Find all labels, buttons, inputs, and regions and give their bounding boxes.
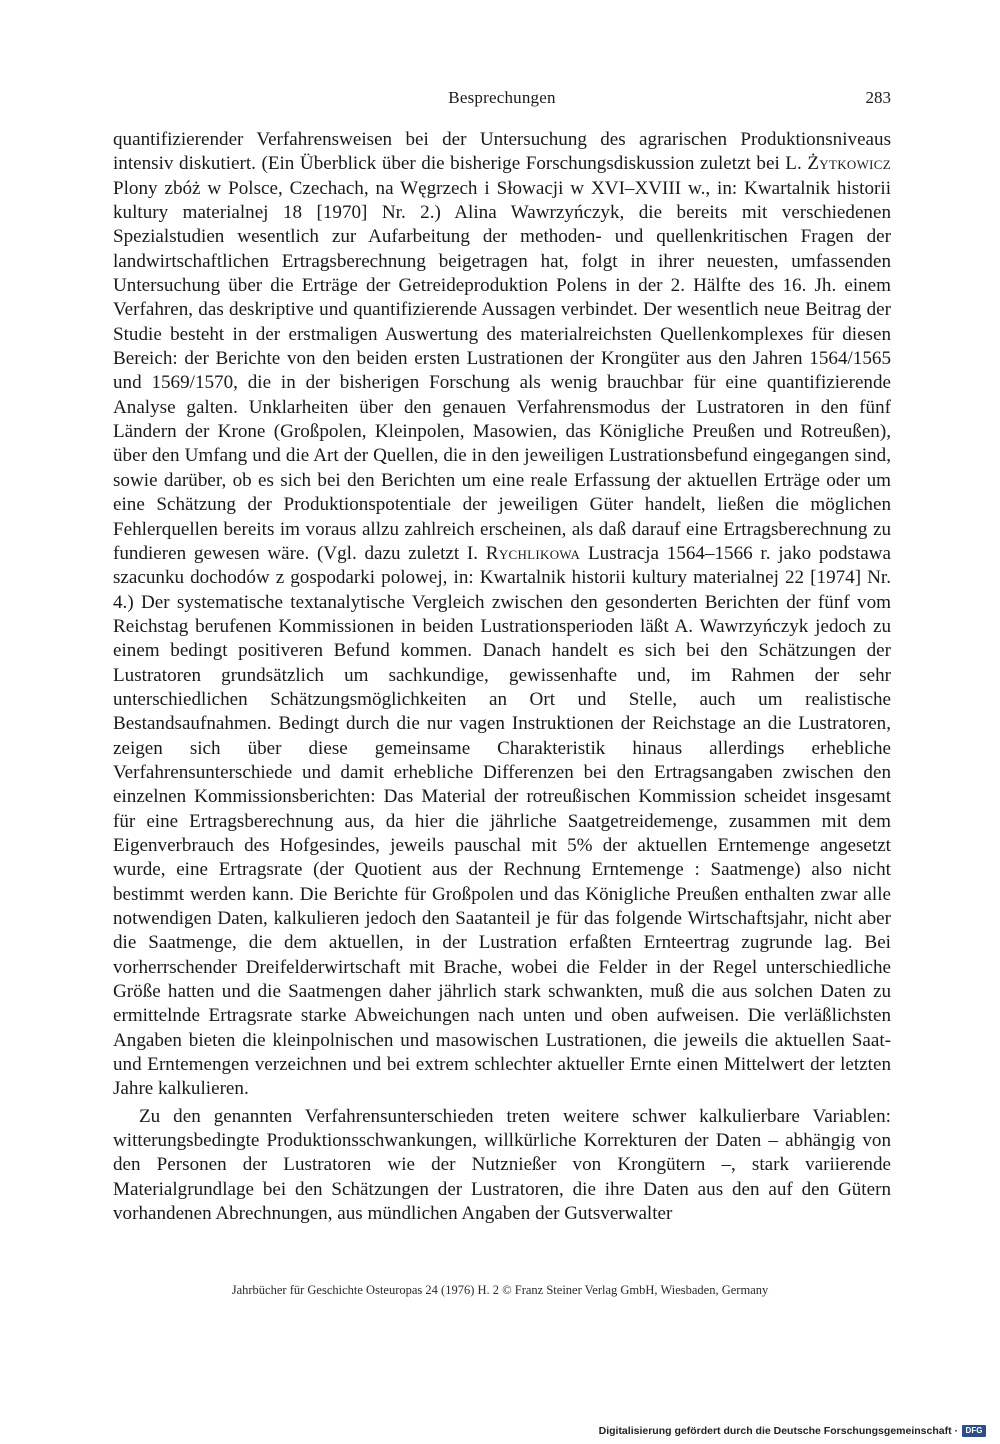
author-name-zytkowicz: Żytkowicz bbox=[807, 153, 891, 175]
author-name-rychlikowa: Rychlikowa bbox=[485, 542, 581, 564]
body-text bbox=[113, 128, 891, 1226]
running-head: Besprechungen bbox=[448, 88, 556, 107]
page-header bbox=[113, 88, 891, 116]
digitization-note bbox=[599, 1425, 986, 1437]
digitization-text: Digitalisierung gefördert durch die Deutsche Forschungsgemeinschaft · bbox=[598, 1425, 958, 1437]
p1-segment-3: Lustracja 1564–1566 r. jako podstawa szacunku dochodów z gospodarki polowej, in: Kwartalnik historii kultury materialnej 22 [1974] Nr. 4.) Der systematische textanalytische Vergleich zwischen den gesonderten Berichten der fünf vom Reichstag berufenen Kommissionen in beiden Lustrationsperioden läßt A. Wawrzyńczyk jedoch zu einem bedingt positiveren Befund kommen. Danach handelt es sich bei den Schätzungen der Lustratoren grundsätzlich um sachkundige, gewissenhafte und, im Rahmen der sehr unterschiedlichen Schätzungsmöglichkeiten an Ort und Stelle, auch um realistische Bestandsaufnahmen. Bedingt durch die nur vagen Instruktionen der Reichstage an die Lustratoren, zeigen sich über diese gemeinsame Charakteristik hinaus allerdings erhebliche Verfahrensunterschiede und damit erhebliche Differenzen bei den Ertragsangaben zwischen den einzelnen Kommissionsberichten: Das Material der rotreußischen Kommission scheidet insgesamt für eine Ertragsberechnung aus, da hier die jährliche Saatgetreidemenge, zusammen mit dem Eigenverbrauch des Hofgesindes, jeweils pauschal mit 5% der aktuellen Erntemenge angesetzt wurde, eine Ertragsrate (der Quotient aus der Rechnung Erntemenge : Saatmenge) also nicht bestimmt werden kann. Die Berichte für Großpolen und das Königliche Preußen enthalten zwar alle notwendigen Daten, kalkulieren jedoch den Saatanteil je für das folgende Wirtschaftsjahr, nicht aber die Saatmenge, die dem aktuellen, in der Lustration erfaßten Ernteertrag zugrunde lag. Bei vorherrschender Dreifelderwirtschaft mit Brache, wobei die Felder in der Regel unterschiedliche Größe hatten und die Saatmengen daher jährlich stark schwankten, muß die aus solchen Daten zu ermittelnde Ertragsrate starke Abweichungen nach unten und oben aufweisen. Die verläßlichsten Angaben bieten die kleinpolnischen und masowischen Lustrationen, die jeweils die aktuellen Saat- und Erntemengen verzeichnen und bei extrem schlechter aktueller Ernte einen Mittelwert der letzten Jahre kalkulieren. bbox=[113, 542, 891, 1100]
paragraph-1 bbox=[113, 128, 891, 1102]
journal-citation: Jahrbücher für Geschichte Osteuropas 24 (1976) H. 2 © Franz Steiner Verlag GmbH, Wiesbaden, Germany bbox=[231, 1283, 769, 1297]
paragraph-2: Zu den genannten Verfahrensunterschieden treten weitere schwer kalkulierbare Variablen: witterungsbedingte Produktionsschwankungen, willkürliche Korrekturen der Daten – abhängig von den Personen der Lustratoren wie der Nutznießer von Krongütern –, stark variierende Materialgrundlage bei den Schätzungen der Lustratoren, die ihre Daten aus den auf den Gütern vorhandenen Abrechnungen, aus mündlichen Angaben der Gutsverwalter bbox=[113, 1105, 891, 1225]
page-number: 283 bbox=[865, 88, 891, 107]
p1-segment-2: Plony zbóż w Polsce, Czechach, na Węgrzech i Słowacji w XVI–XVIII w., in: Kwartalnik historii kultury materialnej 18 [1970] Nr. 2.) Alina Wawrzyńczyk, die bereits mit verschiedenen Spezialstudien wesentlich zur Aufarbeitung der methoden- und quellenkritischen Fragen der landwirtschaftlichen Ertragsberechnung beigetragen hat, folgt in ihrer neuesten, umfassenden Untersuchung über die Erträge der Getreideproduktion Polens in der 2. Hälfte des 16. Jh. einem Verfahren, das deskriptive und quantifizierende Aussagen verbindet. Der wesentlich neue Beitrag der Studie besteht in der erstmaligen Auswertung des materialreichsten Quellenkomplexes für diesen Bereich: der Berichte von den beiden ersten Lustrationen der Krongüter aus den Jahren 1564/1565 und 1569/1570, die in der bisherigen Forschung als wenig brauchbar für eine quantifizierende Analyse galten. Unklarheiten über den genauen Verfahrensmodus der Lustratoren in den fünf Ländern der Krone (Großpolen, Kleinpolen, Masowien, das Königliche Preußen und Rotreußen), über den Umfang und die Art der Quellen, die in den jeweiligen Lustrationsbefund eingegangen sind, sowie darüber, ob es sich bei den Berichten um eine reale Erfassung der aktuellen Erträge oder um eine Schätzung der Produktionspotentiale der jeweiligen Güter handelt, ließen die möglichen Fehlerquellen bereits im voraus allzu zahlreich erscheinen, als daß darauf eine Ertragsberechnung zu fundieren gewesen wäre. (Vgl. dazu zuletzt I. bbox=[113, 177, 891, 564]
dfg-logo-icon: DFG bbox=[962, 1425, 986, 1437]
p1-segment-1: quantifizierender Verfahrensweisen bei der Untersuchung des agrarischen Produktionsniveaus intensiv diskutiert. (Ein Überblick über die bisherige Forschungsdiskussion zuletzt bei L. bbox=[113, 129, 891, 175]
